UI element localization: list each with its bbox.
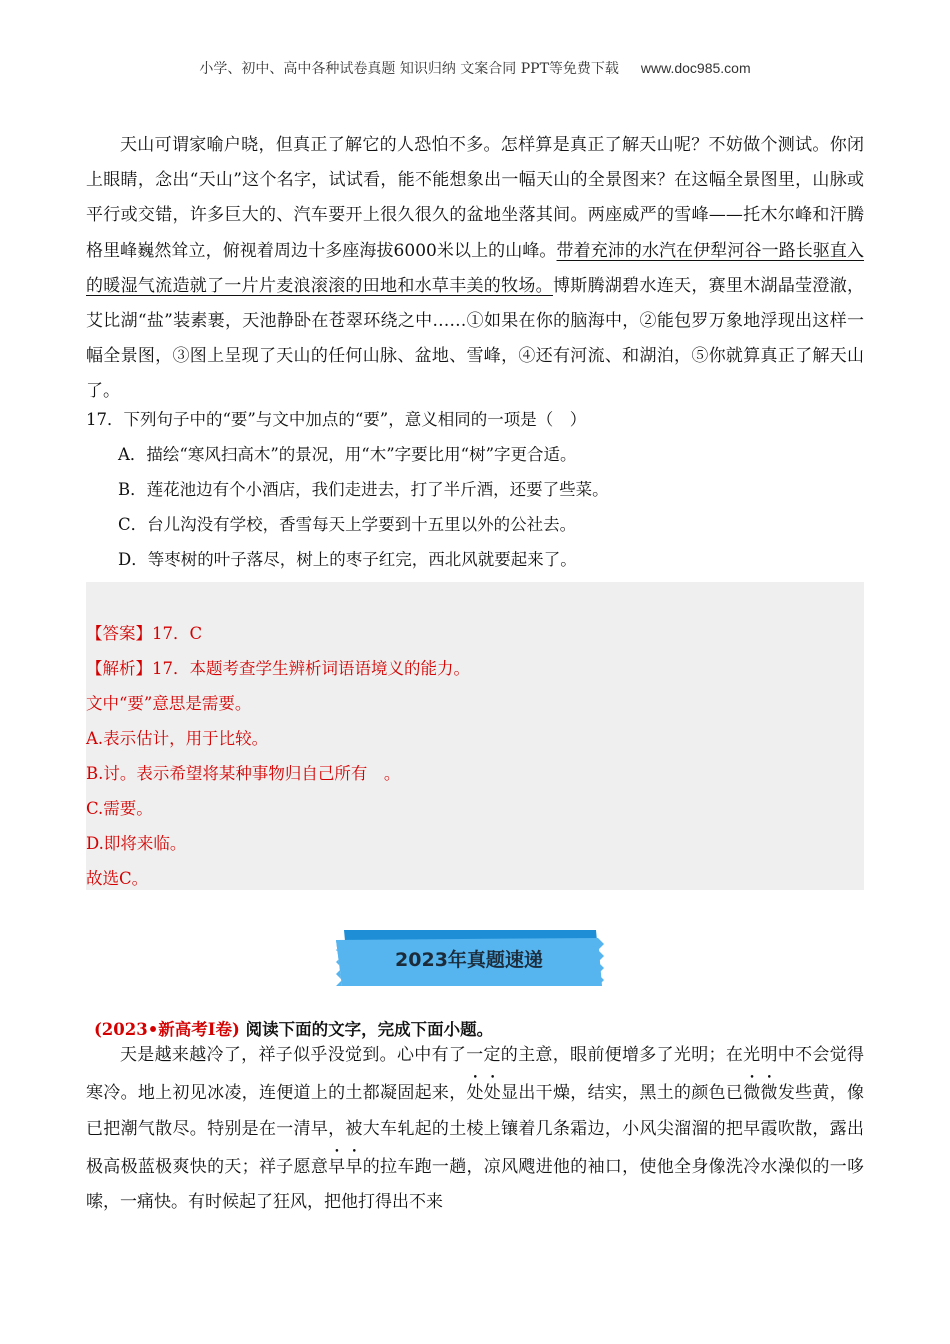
meaning-line: 文中“要”意思是需要。 [86, 694, 252, 713]
dotted-word-2: 微微 [743, 1083, 778, 1104]
answer-analysis-box [86, 582, 864, 890]
conclusion-line: 故选C。 [86, 869, 149, 888]
reading-passage-1 [86, 128, 864, 410]
header-site-text: 小学、初中、高中各种试卷真题 知识归纳 文案合同 PPT等免费下载 [199, 61, 619, 77]
analysis-line: 【解析】17．本题考查学生辨析词语语境义的能力。 [86, 659, 470, 678]
section-banner [334, 928, 604, 988]
question-17 [86, 402, 864, 577]
answer-line: 【答案】17．C [86, 624, 203, 643]
passage-2-paragraph [86, 1038, 864, 1220]
exam-source: (2023•新高考Ⅰ卷) [94, 1020, 240, 1039]
instruction-text: 阅读下面的文字，完成下面小题。 [245, 1020, 494, 1039]
passage-1-text-a: 天山可谓家喻户晓，但真正了解它的人恐怕不多。怎样算是真正了解天山呢？不妨做个测试。你闭上眼睛，念出“天山”这个名字，试试看，能不能想象出一幅天山的全景图来？在这幅全景图里，山脉或平行或交错，许多巨大的、汽车要开上很久很久的盆地坐落其间。两座威严的雪峰——托木尔峰和汗腾格里峰巍然耸立，俯视着周边十多座海拔6000米以上的山峰。 [86, 135, 864, 261]
dotted-word-3: 早早 [328, 1156, 363, 1177]
passage-2-text-1: 天是越来越冷了，祥子似乎没觉到。心中有了一定的主意，眼前便增多了光明；在光明中不会觉得寒冷。地上初见冰凌，连便道上的土都凝固起来， [86, 1045, 864, 1104]
option-d: D．等枣树的叶子落尽，树上的枣子红完，西北风就要起来了。 [118, 550, 577, 569]
passage-2-text-4: 的拉车跑一趟，凉风飕进他的袖口，使他全身像洗冷水澡似的一哆嗦，一痛快。有时候起了狂风，把他打得出不来 [86, 1156, 865, 1213]
header-url-link[interactable]: www.doc985.com [640, 60, 751, 76]
reading-instruction [94, 1016, 493, 1040]
passage-1-underlined-sentence: 带着充沛的水汽在伊犁河谷一路长驱直入的暖湿气流造就了一片片麦浪滚滚的田地和水草丰美的牧场。 [86, 240, 865, 296]
passage-1-text-b: 博斯腾湖碧水连天，赛里木湖晶莹澄澈，艾比湖“盐”装素裹，天池静卧在苍翠环绕之中……①如果在你的脑海中，②能包罗万象地浮现出这样一幅全景图，③图上呈现了天山的任何山脉、盆地、雪峰，④还有河流、和湖泊，⑤你就算真正了解天山了。 [86, 275, 865, 402]
question-stem: 17．下列句子中的“要”与文中加点的“要”，意义相同的一项是（ ） [86, 410, 587, 429]
option-b: B．莲花池边有个小酒店，我们走进去，打了半斤酒，还要了些菜。 [118, 480, 609, 499]
analysis-option-c: C.需要。 [86, 799, 153, 818]
passage-2-text-3: 发些黄，像已把潮气散尽。特别是在一清早，被大车轧起的土棱上镶着几条霜边，小风尖溜溜的把早霞吹散，露出极高极蓝极爽快的天；祥子愿意 [86, 1083, 865, 1177]
analysis-option-b: B.讨。表示希望将某种事物归自己所有 。 [86, 764, 401, 783]
dotted-word-1: 处处 [466, 1083, 502, 1104]
banner-title: 2023年真题速递 [395, 949, 543, 971]
option-a: A．描绘“寒风扫高木”的景况，用“木”字要比用“树”字更合适。 [118, 445, 577, 464]
option-c: C．台儿沟没有学校，香雪每天上学要到十五里以外的公社去。 [118, 515, 577, 534]
analysis-option-a: A.表示估计，用于比较。 [86, 729, 269, 748]
reading-passage-2 [86, 1038, 864, 1220]
passage-1-paragraph [86, 128, 864, 410]
page-header [0, 58, 950, 78]
analysis-option-d: D.即将来临。 [86, 834, 187, 853]
passage-2-text-2: 显出干燥，结实，黑土的颜色已 [501, 1083, 744, 1104]
